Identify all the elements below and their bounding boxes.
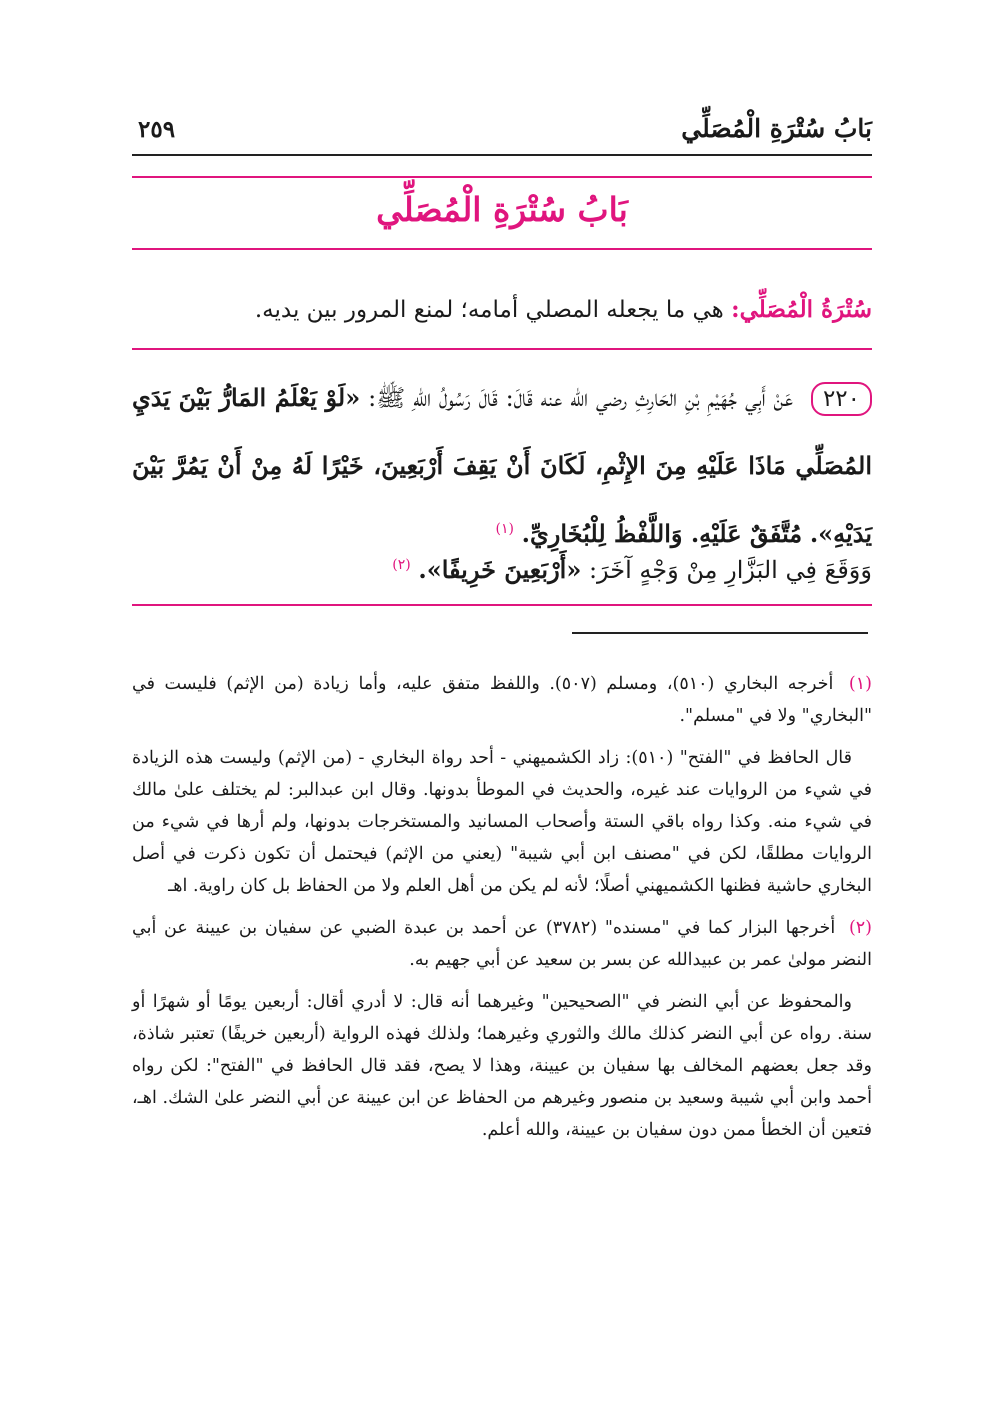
chapter-rule-bottom <box>132 248 872 250</box>
chapter-title: بَابُ سُتْرَةِ الْمُصَلِّي <box>376 190 628 229</box>
chapter-rule-top <box>132 176 872 178</box>
definition <box>132 292 872 328</box>
hadith-source: مُتَّفَقٌ عَلَيْهِ. وَاللَّفْظُ لِلْبُخَارِيِّ. <box>521 519 803 548</box>
footnote-text: أخرجه البخاري (٥١٠)، ومسلم (٥٠٧). واللفظ متفق عليه، وأما زيادة (من الإثم) فليست في "البخاري" ولا في "مسلم". <box>132 674 872 726</box>
hadith-addition-intro: وَوَقَعَ فِي البَزَّارِ مِنْ وَجْهٍ آخَرَ: <box>588 556 872 584</box>
footnote-text: أخرجها البزار كما في "مسنده" (٣٧٨٢) عن أحمد بن عبدة الضبي عن سفيان بن عيينة عن أبي النضر مولىٰ عمر بن عبيدالله عن بسر بن سعيد عن أبي جهيم به. <box>132 918 872 970</box>
hadith-number-badge: ٢٢٠ <box>811 382 872 416</box>
running-head-title: بَابُ سُتْرَةِ الْمُصَلِّي <box>681 114 872 143</box>
definition-term: سُتْرَةُ الْمُصَلِّي: <box>731 296 872 323</box>
footnote-separator <box>572 632 868 634</box>
footnote-ref-1[interactable]: (١) <box>495 521 514 537</box>
hadith-rule-top <box>132 348 872 350</box>
footnote-number: (٢) <box>848 918 872 938</box>
footnote-number: (١) <box>848 674 872 694</box>
definition-text: هي ما يجعله المصلي أمامه؛ لمنع المرور بين يديه. <box>254 297 724 323</box>
footnote-text: والمحفوظ عن أبي النضر في "الصحيحين" وغيرهما أنه قال: لا أدري أقال: أربعين يومًا أو شهرًا أو سنة. رواه عن أبي النضر كذلك مالك والثوري وغيرهما؛ ولذلك فهذه الرواية (أربعين خريفًا) تعتبر شاذة، وقد جعل بعضهم المخالف بها سفيان بن عيينة، وهذا لا يصح، فقد قال الحافظ في "الفتح": لكن رواه أحمد وابن أبي شيبة وسعيد بن منصور وغيرهم من الحفاظ عن ابن عيينة عن أبي النضر علىٰ الشك. اهـ، فتعين أن الخطأ ممن دون سفيان بن عيينة، والله أعلم. <box>132 992 872 1140</box>
footnote-ref-2[interactable]: (٢) <box>392 557 411 573</box>
hadith-addition-quote: «أَرْبَعِينَ خَرِيفًا». <box>418 555 582 584</box>
footnote-text: قال الحافظ في "الفتح" (٥١٠): زاد الكشميهني - أحد رواة البخاري - (من الإثم) وليست هذه الزيادة في شيء من الروايات عند غيره، والحديث في الموطأ بدونها. وقال ابن عبدالبر: لم يختلف علىٰ مالك في شيء منه. وكذا رواه باقي الستة وأصحاب المسانيد والمستخرجات بدونها، ولم أرها في شيء من الروايات مطلقًا، لكن في "مصنف ابن أبي شيبة" (يعني من الإثم) فيحتمل أن تكون ذكرت في أصل البخاري حاشية فظنها الكشميهني أصلًا؛ لأنه لم يكن من أهل العلم ولا من الحفاظ بل كان راوية. اهـ <box>132 748 872 896</box>
page-number: ٢٥٩ <box>138 116 176 143</box>
hadith-narrator: عَنْ أَبِي جُهَيْمِ بْنِ الحَارِثِ رضي الله عنه قَالَ: قَالَ رَسُولُ اللهِ ﷺ: <box>368 384 794 412</box>
footnote-2-continuation <box>132 986 872 1146</box>
hadith-rule-bottom <box>132 604 872 606</box>
footnote-1 <box>132 668 872 732</box>
hadith-addition <box>132 540 872 600</box>
footnote-2 <box>132 912 872 976</box>
running-head <box>132 106 872 156</box>
hadith-text <box>132 364 872 568</box>
hadith-quote: «لَوْ يَعْلَمُ المَارُّ بَيْنَ يَدَيِ المُصَلِّي مَاذَا عَلَيْهِ مِنَ الإِثْمِ، لَكَانَ أَنْ يَقِفَ أَرْبَعِينَ، خَيْرًا لَهُ مِنْ أَنْ يَمُرَّ بَيْنَ يَدَيْهِ». <box>132 383 872 548</box>
footnote-1-continuation <box>132 742 872 902</box>
footnotes <box>132 668 872 1156</box>
